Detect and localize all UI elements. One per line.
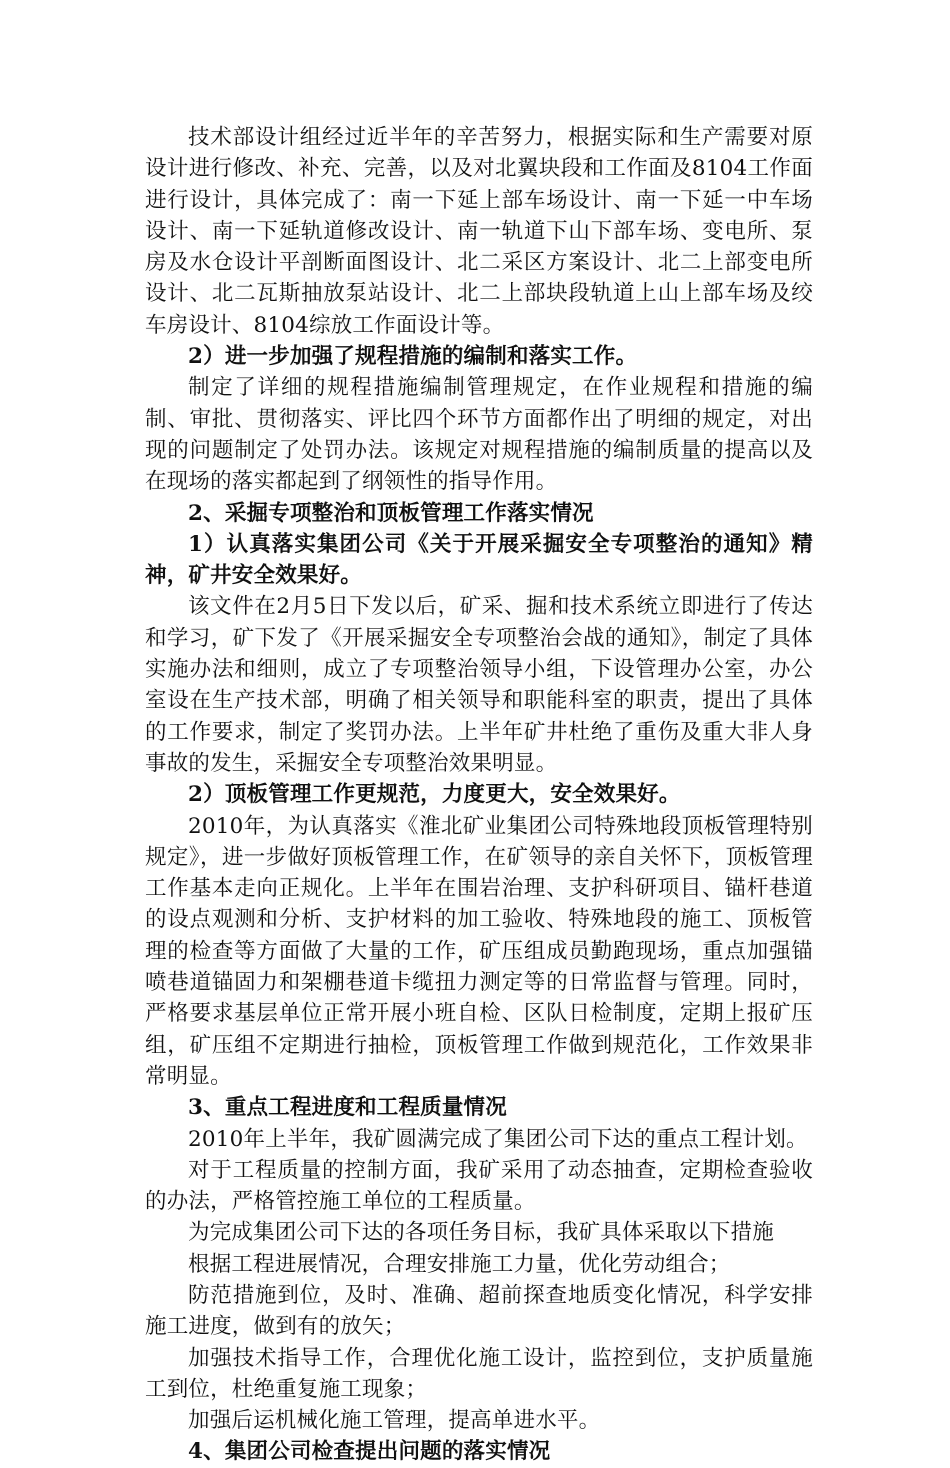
paragraph-key-projects-completion: 2010年上半年，我矿圆满完成了集团公司下达的重点工程计划。 (188, 1126, 808, 1152)
paragraph-safety-notice-details: 该文件在2月5日下发以后，矿采、掘和技术系统立即进行了传达和学习，矿下发了《开展采掘安全专项整治会战的通知》，制定了具体实施办法和细则，成立了专项整治领导小组，下设管理办公室，办公室设在生产技术部，明确了相关领导和职能科室的职责，提出了具体的工作要求，制定了奖罚办法。上半年矿井杜绝了重伤及重大非人身事故的发生，采掘安全专项整治效果明显。 (145, 594, 813, 776)
subheading-safety-notice: 1）认真落实集团公司《关于开展采掘安全专项整治的通知》精神，矿井安全效果好。 (145, 531, 813, 589)
paragraph-quality-control: 对于工程质量的控制方面，我矿采用了动态抽查，定期检查验收的办法，严格管控施工单位的工程质量。 (145, 1157, 813, 1215)
section-heading-inspection-issues: 4、集团公司检查提出问题的落实情况 (188, 1439, 551, 1465)
paragraph-measure-workforce: 根据工程进展情况，合理安排施工力量，优化劳动组合； (188, 1251, 731, 1277)
document-body (145, 122, 813, 1468)
paragraph-roof-management-details: 2010年，为认真落实《淮北矿业集团公司特殊地段顶板管理特别规定》，进一步做好顶板管理工作，在矿领导的亲自关怀下，顶板管理工作基本走向正规化。上半年在围岩治理、支护科研项目、锚杆巷道的设点观测和分析、支护材料的加工验收、特殊地段的施工、顶板管理的检查等方面做了大量的工作，矿压组成员勤跑现场，重点加强锚喷巷道锚固力和架棚巷道卡缆扭力测定等的日常监督与管理。同时，严格要求基层单位正常开展小班自检、区队日检制度，定期上报矿压组，矿压组不定期进行抽检，顶板管理工作做到规范化，工作效果非常明显。 (145, 813, 813, 1089)
paragraph-measure-prevention: 防范措施到位，及时、准确、超前探查地质变化情况，科学安排施工进度，做到有的放矢； (145, 1282, 813, 1340)
section-heading-mining-rectification: 2、采掘专项整治和顶板管理工作落实情况 (188, 500, 594, 526)
subheading-regulation-measures: 2）进一步加强了规程措施的编制和落实工作。 (188, 344, 638, 370)
paragraph-regulation-details: 制定了详细的规程措施编制管理规定，在作业规程和措施的编制、审批、贯彻落实、评比四个环节方面都作出了明细的规定，对出现的问题制定了处罚办法。该规定对规程措施的编制质量的提高以及在现场的落实都起到了纲领性的指导作用。 (145, 375, 813, 495)
paragraph-measures-intro: 为完成集团公司下达的各项任务目标，我矿具体采取以下措施 (188, 1220, 774, 1246)
section-heading-key-projects: 3、重点工程进度和工程质量情况 (188, 1095, 507, 1121)
subheading-roof-management: 2）顶板管理工作更规范，力度更大，安全效果好。 (188, 782, 681, 808)
paragraph-measure-mechanization: 加强后运机械化施工管理，提高单进水平。 (188, 1408, 601, 1434)
paragraph-measure-technical-guidance: 加强技术指导工作，合理优化施工设计，监控到位，支护质量施工到位，杜绝重复施工现象； (145, 1345, 813, 1402)
paragraph-design-summary: 技术部设计组经过近半年的辛苦努力，根据实际和生产需要对原设计进行修改、补充、完善，以及对北翼块段和工作面及8104工作面进行设计，具体完成了：南一下延上部车场设计、南一下延一中车场设计、南一下延轨道修改设计、南一轨道下山下部车场、变电所、泵房及水仓设计平剖断面图设计、北二采区方案设计、北二上部变电所设计、北二瓦斯抽放泵站设计、北二上部块段轨道上山上部车场及绞车房设计、8104综放工作面设计等。 (145, 125, 813, 338)
